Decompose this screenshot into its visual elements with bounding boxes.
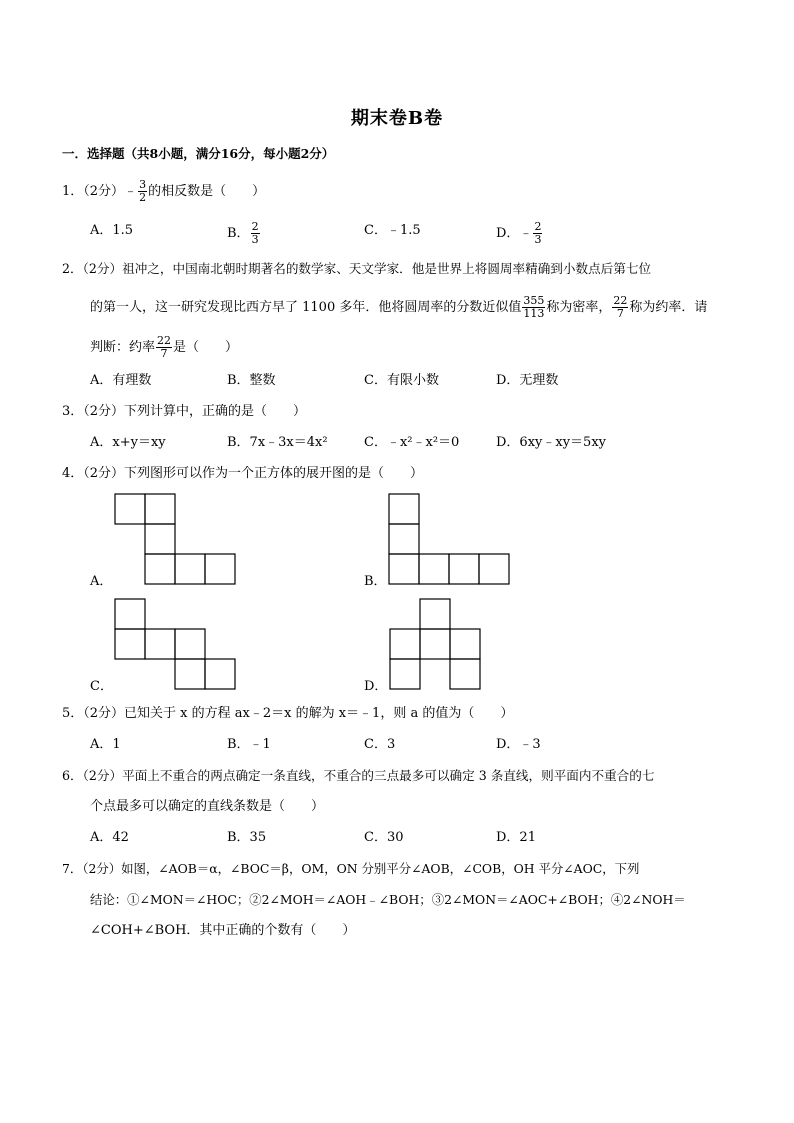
question-4: 4．（2分）下列图形可以作为一个正方体的展开图的是（ ） [62, 466, 424, 481]
question-1 [62, 179, 265, 204]
q3-option-a: A．x+y＝xy [90, 435, 166, 450]
q1-option-b: B． $\frac{2}{3}$ [227, 220, 259, 246]
q6-option-c: C．30 [364, 830, 404, 845]
q2-line-2: 的第一人，这一研究发现比西方早了 1100 多年．他将圆周率的分数近似值 $\frac{355}{113}$ 称为密率， $\frac{22}{7}$ 称为约率．请 [90, 294, 708, 320]
q3-option-b: B．7x﹣3x＝4x² [227, 435, 328, 450]
q2-option-c: C．有限小数 [364, 373, 439, 388]
net-figure-d [390, 599, 482, 691]
q1-option-d: D．﹣ $\frac{2}{3}$ [496, 220, 542, 246]
question-5: 5．（2分）已知关于 x 的方程 ax﹣2＝x 的解为 x＝﹣1，则 a 的值为（ ） [62, 706, 514, 721]
net-figure-a [115, 494, 237, 586]
q2-option-a: A．有理数 [90, 373, 152, 388]
q2-option-b: B．整数 [227, 373, 276, 388]
q6-option-d: D．21 [496, 830, 536, 845]
q5-option-d: D．﹣3 [496, 737, 541, 752]
q5-option-c: C．3 [364, 737, 396, 752]
question-3: 3．（2分）下列计算中，正确的是（ ） [62, 404, 307, 419]
q4-label-a: A． [90, 574, 113, 589]
q1-option-a: A．1.5 [90, 223, 134, 238]
q7-line-2: 结论：①∠MON＝∠HOC；②2∠MOH＝∠AOH﹣∠BOH；③2∠MON＝∠AOC+∠BOH；④2∠NOH＝ [90, 892, 686, 907]
q5-option-b: B．﹣1 [227, 737, 271, 752]
q5-option-a: A．1 [90, 737, 121, 752]
q1-number: 1．（2分） [62, 184, 125, 199]
net-figure-c [115, 599, 237, 691]
q4-label-d: D． [364, 679, 388, 694]
page-title: 期末卷B卷 [350, 108, 444, 129]
section-heading: 一．选择题（共8小题，满分16分，每小题2分） [62, 146, 335, 161]
q6-option-b: B．35 [227, 830, 267, 845]
q1-text: 的相反数是（ ） [148, 184, 266, 199]
q3-option-d: D．6xy﹣xy＝5xy [496, 435, 606, 450]
q7-line-1: 7．（2分）如图，∠AOB＝α，∠BOC＝β，OM，ON 分别平分∠AOB，∠COB，OH 平分∠AOC，下列 [62, 861, 640, 876]
net-figure-b [389, 494, 511, 586]
q2-option-d: D．无理数 [496, 373, 559, 388]
q6-line-2: 个点最多可以确定的直线条数是（ ） [90, 799, 325, 814]
q4-label-b: B． [364, 574, 387, 589]
q1-option-c: C．﹣1.5 [364, 223, 421, 238]
q1-minus: ﹣ [124, 184, 138, 199]
q6-line-1: 6．（2分）平面上不重合的两点确定一条直线，不重合的三点最多可以确定 3 条直线，则平面内不重合的七 [62, 768, 655, 783]
q4-label-c: C． [90, 679, 113, 694]
q6-option-a: A．42 [90, 830, 129, 845]
q3-option-c: C．﹣x²﹣x²＝0 [364, 435, 460, 450]
q2-line-1: 2．（2分）祖冲之，中国南北朝时期著名的数学家、天文学家．他是世界上将圆周率精确到小数点后第七位 [62, 261, 652, 276]
q7-line-3: ∠COH+∠BOH．其中正确的个数有（ ） [90, 923, 356, 938]
q2-line-3: 判断：约率 $\frac{22}{7}$ 是（ ） [90, 334, 239, 360]
q1-fraction: $\frac{3}{2}$ [139, 178, 147, 204]
